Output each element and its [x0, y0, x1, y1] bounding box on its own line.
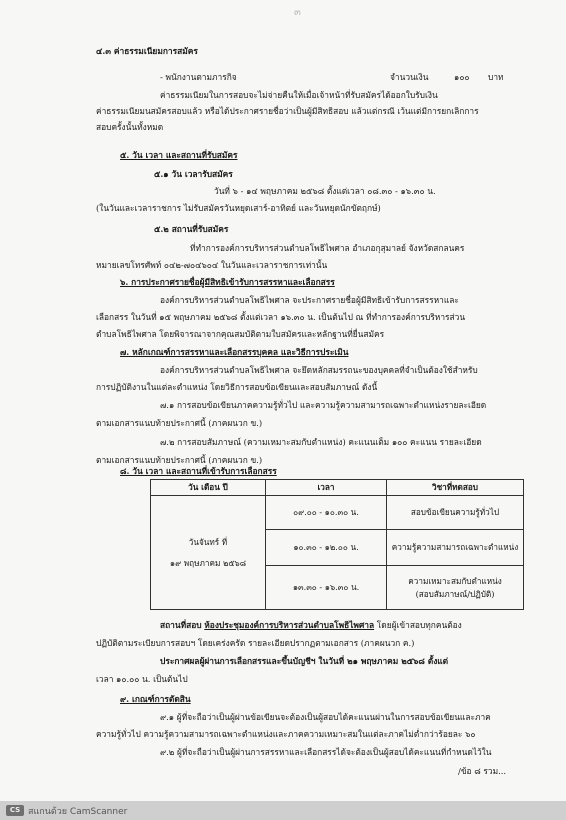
scanner-footer: [0, 801, 566, 820]
section-6-line-1: องค์การบริหารส่วนตำบลโพธิไพศาล จะประกาศรายชื่อผู้มีสิทธิเข้ารับการสรรหาและ: [160, 295, 459, 305]
section-6-heading: ๖. การประกาศรายชื่อผู้มีสิทธิเข้ารับการสรรหาและเลือกสรร: [120, 277, 335, 287]
exam-place: ห้องประชุมองค์การบริหารส่วนตำบลโพธิไพศาล: [204, 620, 375, 630]
continuation-note: /ข้อ ๘ รวม...: [458, 766, 507, 776]
section-9-1-line-2: ความรู้ทั่วไป ความรู้ความสามารถเฉพาะตำแหน่งและภาคความเหมาะสมในแต่ละภาคไม่ต่ำกว่าร้อยละ ๖๐: [96, 729, 476, 739]
header-time: เวลา: [266, 480, 387, 496]
section-7-1-line-2: ตามเอกสารแนบท้ายประกาศนี้ (ภาคผนวก ข.): [96, 418, 263, 428]
section-5-1-heading: ๕.๑ วัน เวลารับสมัคร: [154, 169, 233, 179]
section-5-heading: ๕. วัน เวลา และสถานที่รับสมัคร: [120, 150, 238, 160]
section-5-2-heading: ๕.๒ สถานที่รับสมัคร: [154, 224, 229, 234]
exam-time: ๐๙.๐๐ - ๑๐.๓๐ น.: [266, 496, 387, 530]
table-row: [151, 496, 524, 530]
exam-place-rest: โดยผู้เข้าสอบทุกคนต้อง: [376, 620, 462, 630]
section-7-line-1: องค์การบริหารส่วนตำบลโพธิไพศาล จะยึดหลักสมรรถนะของบุคคลที่จำเป็นต้องใช้สำหรับ: [160, 365, 478, 375]
section-7-heading: ๗. หลักเกณฑ์การสรรหาและเลือกสรรบุคคล และวิธีการประเมิน: [120, 347, 349, 357]
page-number: ๓: [294, 7, 301, 18]
exam-subject: ความเหมาะสมกับตำแหน่ง: [408, 575, 502, 586]
exam-date-cell: [151, 496, 266, 610]
section-4-3-heading: ๔.๓ ค่าธรรมเนียมการสมัคร: [96, 46, 198, 56]
section-6-line-3: ตำบลโพธิไพศาล โดยพิจารณาจากคุณสมบัติตามใบสมัครและหลักฐานที่ยื่นสมัคร: [96, 329, 385, 339]
exam-place-line-2: ปฏิบัติตามระเบียบการสอบฯ โดยเคร่งครัด รายละเอียดปรากฏตามเอกสาร (ภาคผนวก ค.): [96, 638, 415, 648]
section-7-line-2: การปฏิบัติงานในแต่ละตำแหน่ง โดยวิธีการสอบข้อเขียนและสอบสัมภาษณ์ ดังนี้: [96, 382, 378, 392]
fee-note-line-2: ค่าธรรมเนียมนสมัครสอบแล้ว หรือได้ประกาศรายชื่อว่าเป็นผู้มีสิทธิสอบ แล้วแต่กรณี เว้นแต่มีการยกเลิกการ: [96, 106, 479, 116]
fee-note-line-1: ค่าธรรมเนียมในการสอบจะไม่จ่ายคืนให้เมื่อเจ้าหน้าที่รับสมัครได้ออกใบรับเงิน: [160, 90, 438, 100]
application-dates-note: (ในวันและเวลาราชการ ไม่รับสมัครวันหยุดเสาร์-อาทิตย์ และวันหยุดนักขัตฤกษ์): [96, 203, 381, 213]
scanner-watermark-text: สแกนด้วย CamScanner: [28, 807, 128, 817]
fee-amount-label: จำนวนเงิน: [390, 72, 429, 82]
exam-subject-cell: [387, 566, 524, 610]
result-announcement-line-1: ประกาศผลผู้ผ่านการเลือกสรรและขึ้นบัญชีฯ ในวันที่ ๒๑ พฤษภาคม ๒๕๖๘ ตั้งแต่: [160, 656, 449, 666]
exam-place-line-1: [160, 620, 462, 631]
header-subject: วิชาที่ทดสอบ: [387, 480, 524, 496]
section-7-2-line-1: ๗.๒ การสอบสัมภาษณ์ (ความเหมาะสมกับตำแหน่ง) คะแนนเต็ม ๑๐๐ คะแนน รายละเอียด: [160, 437, 482, 447]
fee-unit: บาท: [488, 72, 504, 82]
application-dates: วันที่ ๖ - ๑๔ พฤษภาคม ๒๕๖๘ ตั้งแต่เวลา ๐๘.๓๐ - ๑๖.๓๐ น.: [214, 186, 436, 196]
fee-amount: ๑๐๐: [454, 72, 470, 82]
section-9-1-line-1: ๙.๑ ผู้ที่จะถือว่าเป็นผู้ผ่านข้อเขียนจะต้องเป็นผู้สอบได้คะแนนผ่านในการสอบข้อเขียนและภาค: [160, 712, 491, 722]
exam-place-label: สถานที่สอบ: [160, 620, 202, 630]
section-8-heading: ๘. วัน เวลา และสถานที่เข้ารับการเลือกสรร: [120, 466, 277, 476]
exam-subject: สอบข้อเขียนความรู้ทั่วไป: [387, 496, 524, 530]
exam-time: ๑๓.๓๐ - ๑๖.๓๐ น.: [266, 566, 387, 610]
section-6-line-2: เลือกสรร ในวันที่ ๑๕ พฤษภาคม ๒๕๖๘ ตั้งแต่เวลา ๑๖.๓๐ น. เป็นต้นไป ณ ที่ทำการองค์การบริหารส่วน: [96, 312, 466, 322]
exam-date-line-1: วันจันทร์ ที่: [188, 536, 228, 547]
section-7-1-line-1: ๗.๑ การสอบข้อเขียนภาคความรู้ทั่วไป และความรู้ความสามารถเฉพาะตำแหน่งรายละเอียด: [160, 400, 487, 410]
section-9-2-line-1: ๙.๒ ผู้ที่จะถือว่าเป็นผู้ผ่านการสรรหาและเลือกสรรได้จะต้องเป็นผู้สอบได้คะแนนที่กำหนดไว้ใน: [160, 747, 492, 757]
result-announcement-line-2: เวลา ๑๐.๐๐ น. เป็นต้นไป: [96, 674, 188, 684]
exam-subject-detail: (สอบสัมภาษณ์/ปฏิบัติ): [415, 588, 495, 599]
header-date: วัน เดือน ปี: [151, 480, 266, 496]
exam-schedule-table: [150, 479, 524, 610]
fee-item: - พนักงานตามภารกิจ: [160, 72, 237, 82]
section-7-2-line-2: ตามเอกสารแนบท้ายประกาศนี้ (ภาคผนวก ข.): [96, 455, 263, 465]
exam-subject: ความรู้ความสามารถเฉพาะตำแหน่ง: [387, 530, 524, 566]
table-header-row: [151, 480, 524, 496]
application-place-line-1: ที่ทำการองค์การบริหารส่วนตำบลโพธิไพศาล อำเภอกุสุมาลย์ จังหวัดสกลนคร: [190, 243, 465, 253]
exam-date-line-2: ๑๙ พฤษภาคม ๒๕๖๘: [169, 557, 247, 568]
section-9-heading: ๙. เกณฑ์การตัดสิน: [120, 694, 191, 704]
application-place-line-2: หมายเลขโทรศัพท์ ๐๔๒-๗๐๔๖๐๔ ในวันและเวลาราชการเท่านั้น: [96, 260, 328, 270]
fee-note-line-3: สอบครั้งนั้นทั้งหมด: [96, 122, 164, 132]
camscanner-logo-icon: CS: [6, 805, 24, 816]
exam-time: ๑๐.๓๐ - ๑๒.๐๐ น.: [266, 530, 387, 566]
